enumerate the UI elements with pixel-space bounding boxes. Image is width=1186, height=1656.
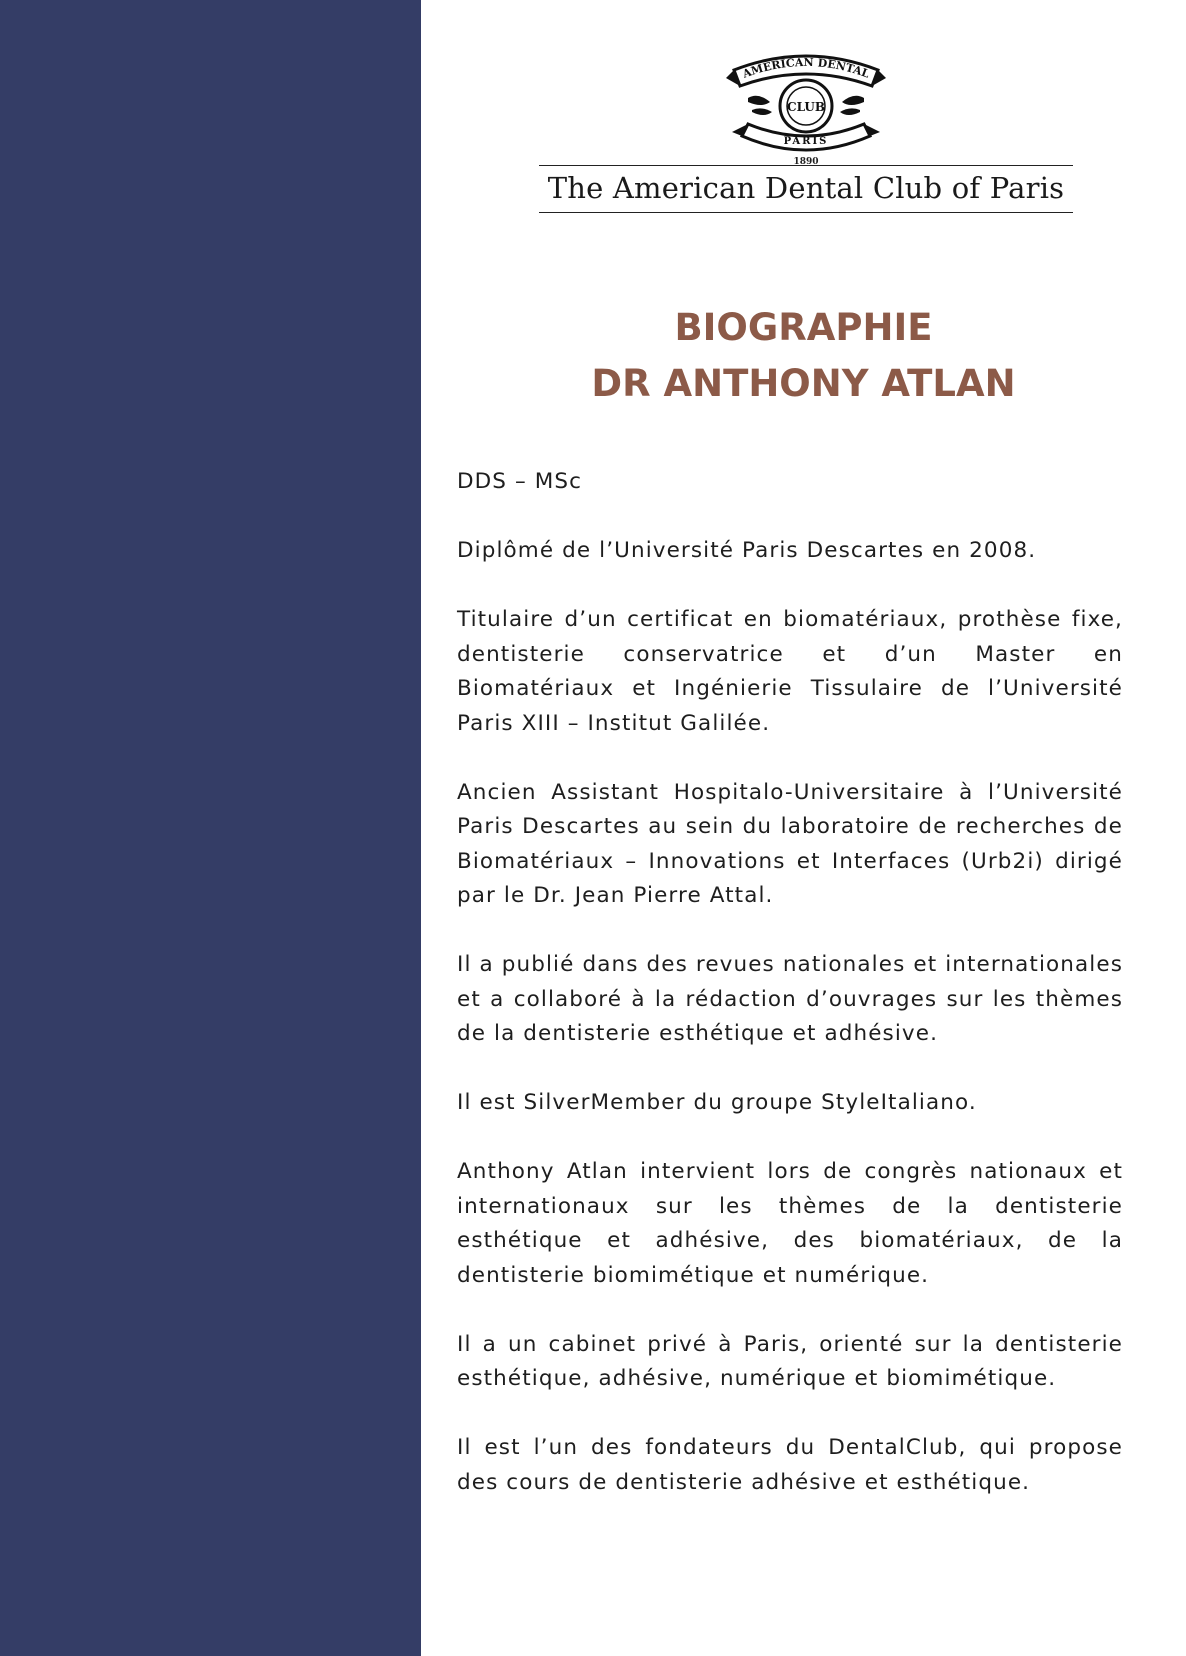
emblem-city-text: PARIS: [783, 136, 829, 147]
emblem-top-text: AMERICAN DENTAL: [740, 55, 872, 81]
bio-paragraph-assistant: Ancien Assistant Hospitalo-Universitaire à l’Université Paris Descartes au sein du laboratoire de recherches de Biomatériaux – Innovations et Interfaces (Urb2i) dirigé par le Dr. Jean Pierre Attal.: [457, 779, 1123, 908]
bio-paragraph-styleitaliano: Il est SilverMember du groupe StyleItaliano.: [457, 1090, 977, 1115]
title-line-1: BIOGRAPHIE: [674, 306, 933, 349]
page-content: [421, 0, 1186, 1656]
emblem-center-text: CLUB: [787, 100, 825, 114]
page-title: [421, 300, 1186, 412]
bio-paragraph-publications: Il a publié dans des revues nationales et internationales et a collaboré à la rédaction d’ouvrages sur les thèmes de la dentisterie esthétique et adhésive.: [457, 952, 1123, 1046]
bio-paragraph-dentalclub: Il est l’un des fondateurs du DentalClub, qui propose des cours de dentisterie adhésive et esthétique.: [457, 1435, 1123, 1495]
logo-year: 1890: [786, 155, 826, 169]
biography-text: [457, 465, 1123, 1535]
bio-paragraph-diploma: Diplômé de l’Université Paris Descartes en 2008.: [457, 538, 1037, 563]
club-emblem-icon: [726, 48, 886, 168]
bio-paragraph-degrees: DDS – MSc: [457, 469, 583, 494]
bio-paragraph-conferences: Anthony Atlan intervient lors de congrès nationaux et internationaux sur les thèmes de la dentisterie esthétique et adhésive, des biomatériaux, de la dentisterie biomimétique et numérique.: [457, 1159, 1123, 1288]
sidebar-panel: [0, 0, 421, 1656]
title-line-2: DR ANTHONY ATLAN: [591, 362, 1016, 405]
bio-paragraph-certificates: Titulaire d’un certificat en biomatériaux, prothèse fixe, dentisterie conservatrice et d’un Master en Biomatériaux et Ingénierie Tissulaire de l’Université Paris XIII – Institut Galilée.: [457, 607, 1123, 736]
logo-wordmark: The American Dental Club of Paris: [539, 165, 1073, 213]
bio-paragraph-practice: Il a un cabinet privé à Paris, orienté sur la dentisterie esthétique, adhésive, numérique et biomimétique.: [457, 1331, 1123, 1391]
club-logo: [539, 48, 1073, 224]
